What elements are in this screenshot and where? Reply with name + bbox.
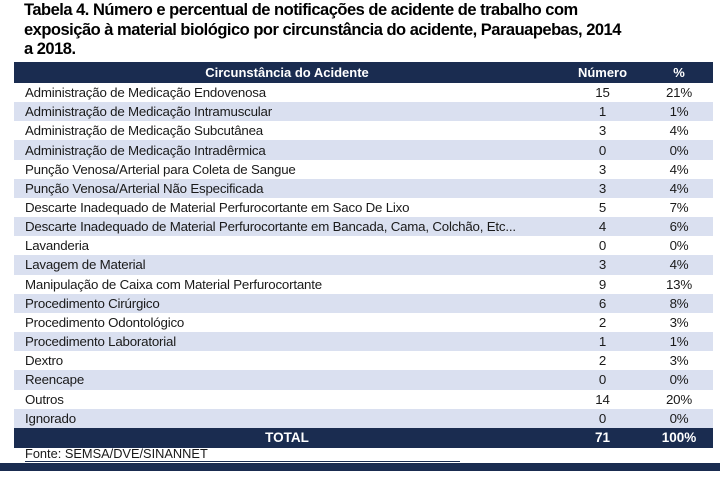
row-circumstance: Manipulação de Caixa com Material Perfurocortante (25, 276, 322, 292)
row-percent: 0% (669, 142, 689, 158)
row-circumstance: Procedimento Odontológico (25, 314, 185, 330)
row-number: 14 (595, 391, 610, 407)
row-number: 6 (598, 295, 607, 311)
row-percent: 13% (665, 276, 692, 292)
table-row (14, 121, 713, 140)
row-circumstance: Descarte Inadequado de Material Perfurocortante em Saco De Lixo (25, 200, 410, 216)
row-number: 2 (598, 353, 607, 369)
table-row (14, 275, 713, 294)
column-header-circumstance: Circunstância do Acidente (205, 65, 369, 80)
row-percent: 3% (669, 353, 689, 369)
row-circumstance: Reencape (25, 372, 85, 388)
row-number: 4 (598, 219, 607, 235)
row-percent: 6% (669, 219, 689, 235)
total-label: TOTAL (265, 430, 309, 446)
table-row (14, 255, 713, 274)
row-percent: 0% (669, 372, 689, 388)
table-row (14, 217, 713, 236)
table-total-row (14, 428, 713, 448)
table-row (14, 140, 713, 159)
row-percent: 3% (669, 314, 689, 330)
column-header-percent: % (673, 65, 685, 80)
row-circumstance: Ignorado (25, 410, 76, 426)
row-number: 5 (598, 200, 607, 216)
table-row (14, 313, 713, 332)
data-table (14, 62, 713, 448)
row-percent: 4% (669, 257, 689, 273)
row-percent: 4% (669, 161, 689, 177)
total-number: 71 (594, 430, 611, 446)
row-circumstance: Procedimento Laboratorial (25, 334, 176, 350)
row-circumstance: Administração de Medicação Subcutânea (25, 123, 264, 139)
table-row (14, 198, 713, 217)
table-title-line-1: Tabela 4. Número e percentual de notificações de acidente de trabalho com (24, 1, 578, 19)
row-number: 3 (598, 161, 607, 177)
row-percent: 8% (669, 295, 689, 311)
bottom-divider-bar (0, 463, 720, 471)
source-note: Fonte: SEMSA/DVE/SINANNET (25, 447, 460, 462)
table-row (14, 236, 713, 255)
row-number: 0 (598, 410, 607, 426)
row-percent: 1% (669, 104, 689, 120)
row-number: 0 (598, 372, 607, 388)
table-row (14, 370, 713, 389)
row-circumstance: Administração de Medicação Intradêrmica (25, 142, 266, 158)
row-percent: 0% (669, 238, 689, 254)
row-circumstance: Procedimento Cirúrgico (25, 295, 160, 311)
row-number: 3 (598, 123, 607, 139)
row-circumstance: Outros (25, 391, 64, 407)
row-number: 15 (595, 85, 610, 101)
total-percent: 100% (661, 430, 697, 446)
table-row (14, 102, 713, 121)
row-percent: 4% (669, 123, 689, 139)
table-row (14, 294, 713, 313)
table-row (14, 351, 713, 370)
row-circumstance: Dextro (25, 353, 63, 369)
row-circumstance: Administração de Medicação Intramuscular (25, 104, 272, 120)
row-circumstance: Administração de Medicação Endovenosa (25, 85, 266, 101)
row-number: 9 (598, 276, 607, 292)
row-number: 1 (598, 104, 607, 120)
row-percent: 20% (665, 391, 692, 407)
row-circumstance: Punção Venosa/Arterial Não Especificada (25, 180, 264, 196)
table-header-row (14, 62, 713, 83)
table-row (14, 160, 713, 179)
row-percent: 21% (665, 85, 692, 101)
row-percent: 7% (669, 200, 689, 216)
row-number: 0 (598, 142, 607, 158)
row-number: 3 (598, 257, 607, 273)
table-body (14, 83, 713, 428)
table-title-line-2: exposição à material biológico por circunstância do acidente, Parauapebas, 2014 (24, 20, 621, 39)
row-circumstance: Lavagem de Material (25, 257, 146, 273)
table-row (14, 409, 713, 428)
row-percent: 4% (669, 180, 689, 196)
row-circumstance: Punção Venosa/Arterial para Coleta de Sangue (25, 161, 296, 177)
row-number: 2 (598, 314, 607, 330)
table-title-line-3: a 2018. (24, 40, 76, 58)
table-row (14, 390, 713, 409)
table-row (14, 179, 713, 198)
table-title (24, 1, 720, 60)
table-row (14, 332, 713, 351)
row-percent: 1% (669, 334, 689, 350)
row-number: 3 (598, 180, 607, 196)
column-header-number: Número (577, 65, 628, 80)
row-circumstance: Descarte Inadequado de Material Perfurocortante em Bancada, Cama, Colchão, Etc... (25, 219, 516, 235)
table-row (14, 83, 713, 102)
row-circumstance: Lavanderia (25, 238, 89, 254)
row-number: 0 (598, 238, 607, 254)
row-percent: 0% (669, 410, 689, 426)
row-number: 1 (598, 334, 607, 350)
